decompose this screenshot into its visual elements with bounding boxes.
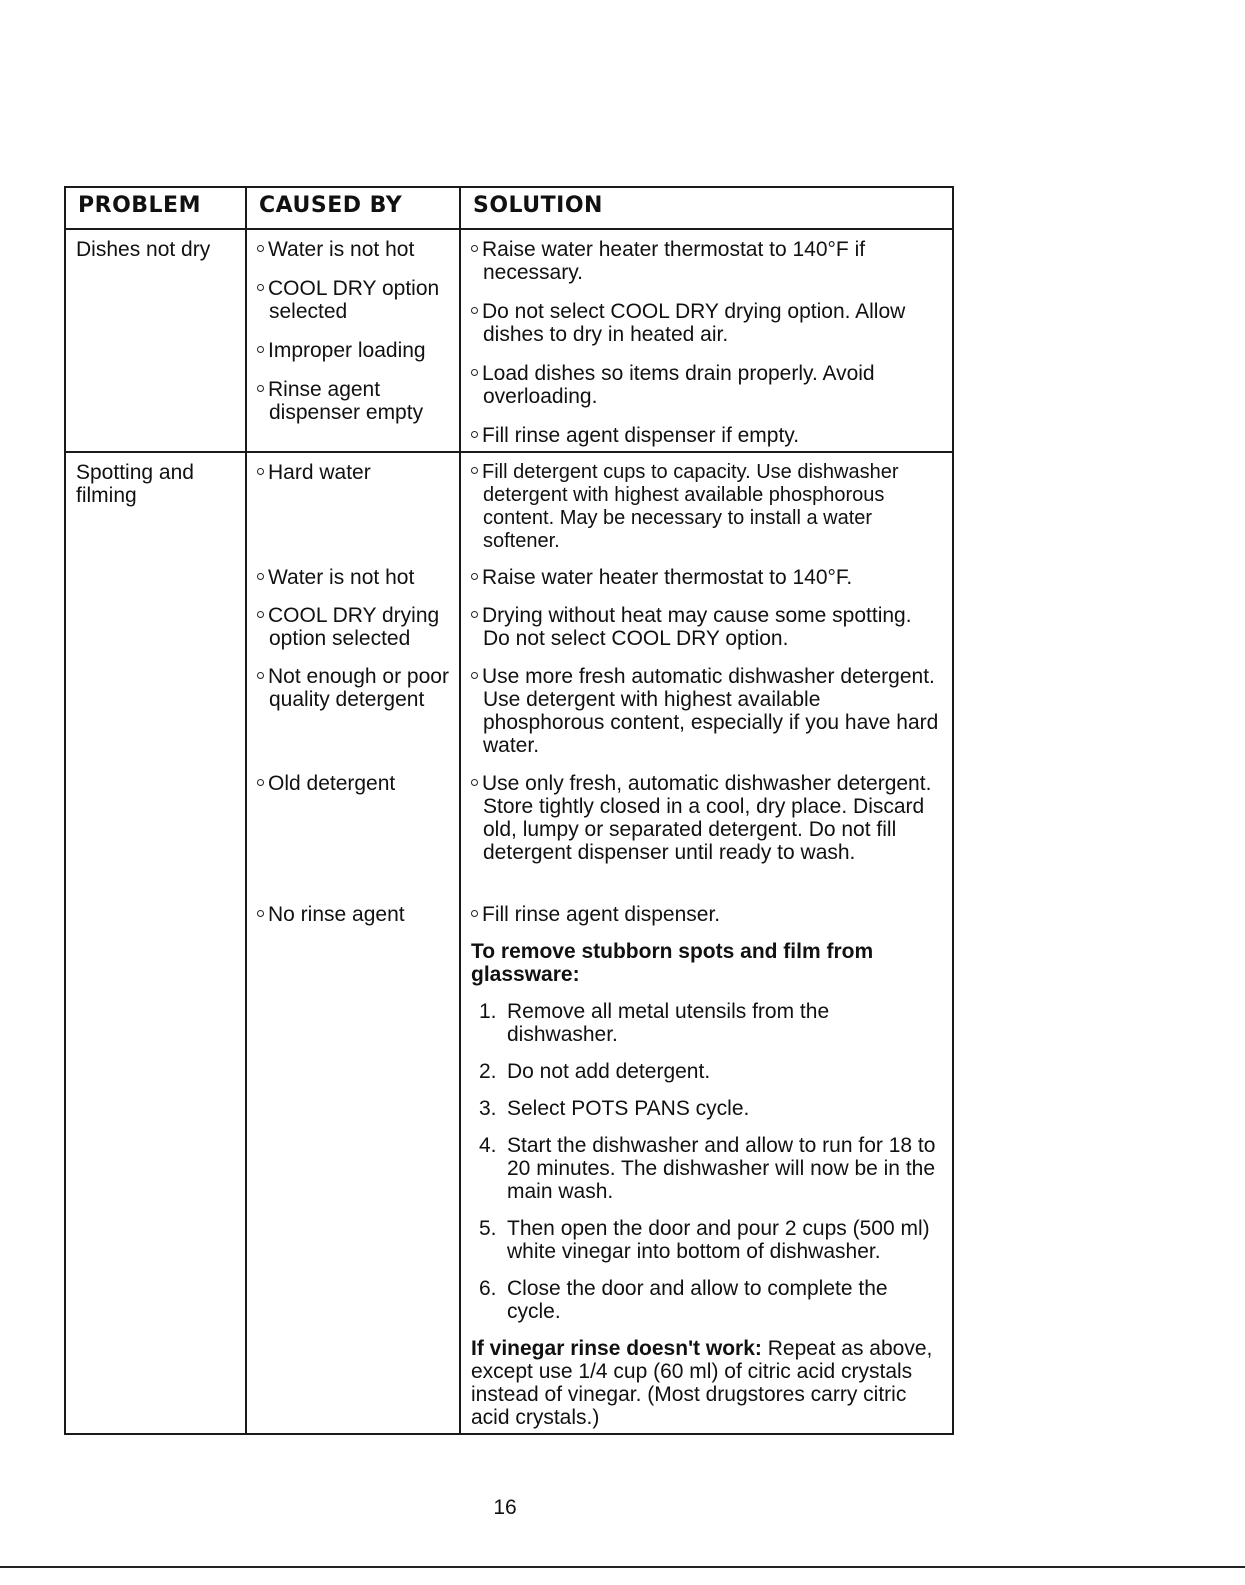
bullet-icon [257,672,264,679]
bullet-icon [471,611,478,618]
table-row [65,229,953,452]
bullet-icon [257,284,264,291]
bullet-icon [471,910,478,917]
solution-item: Use only fresh, automatic dishwasher detergent. Store tightly closed in a cool, dry place. Discard old, lumpy or separated detergent. Do not fill detergent dispenser until ready to wash. [471,772,944,903]
list-item: 2. Do not add detergent. [479,1060,711,1083]
header-solution: SOLUTION [460,187,953,229]
bullet-icon [257,346,264,353]
cause-item: No rinse agent [257,903,451,926]
problem-label: Dishes not dry [76,238,211,261]
bullet-icon [471,369,478,376]
solution-cell [460,229,953,452]
list-item: 5. Then open the door and pour 2 cups (500 ml) white vinegar into bottom of dishwasher. [479,1217,930,1263]
bullet-icon [471,431,478,438]
solution-item: Use more fresh automatic dishwasher detergent. Use detergent with highest available phosphorous content, especially if you have hard water. [471,665,944,772]
table-row [65,452,953,1434]
solution-item: Raise water heater thermostat to 140°F. [471,566,944,604]
solution-item: Fill rinse agent dispenser if empty. [471,424,944,447]
bullet-icon [257,910,264,917]
header-caused-by: CAUSED BY [246,187,460,229]
bullet-icon [257,245,264,252]
bullet-icon [257,611,264,618]
list-item: 1. Remove all metal utensils from the dishwasher. [479,1000,830,1046]
steps-list [471,1000,944,1323]
cause-cell [246,229,460,452]
bullet-icon [471,573,478,580]
list-item: 6. Close the door and allow to complete the cycle. [479,1277,888,1323]
vinegar-note-label: If vinegar rinse doesn't work: [471,1337,762,1360]
bullet-icon [471,307,478,314]
bullet-icon [257,573,264,580]
cause-item: Hard water [257,461,451,566]
problem-label: Spotting and filming [76,461,194,507]
list-item: 3. Select POTS PANS cycle. [479,1097,750,1120]
bullet-icon [257,779,264,786]
solution-item: Do not select COOL DRY drying option. Allow dishes to dry in heated air. [471,300,944,346]
problem-cell [65,452,246,1434]
list-item: 4. Start the dishwasher and allow to run for 18 to 20 minutes. The dishwasher will now be in the main wash. [479,1134,936,1203]
page-number: 16 [493,1496,517,1519]
header-row [65,187,953,229]
problem-cell [65,229,246,452]
bullet-icon [257,385,264,392]
bullet-icon [471,467,478,474]
troubleshooting-table [64,186,954,1435]
cause-item: COOL DRY option selected [257,277,451,323]
cause-item: Old detergent [257,772,451,903]
bullet-icon [471,672,478,679]
vinegar-note-text: Repeat as above, except use 1/4 cup (60 ml) of citric acid crystals instead of vinegar. (Most drugstores carry citric acid crystals.) [471,1337,933,1429]
stubborn-spots-heading: To remove stubborn spots and film from glassware: [471,940,874,986]
bullet-icon [257,468,264,475]
solution-cell [460,452,953,1434]
cause-item: Rinse agent dispenser empty [257,378,451,424]
bullet-icon [471,779,478,786]
cause-item: Water is not hot [257,238,451,261]
vinegar-note [471,1337,944,1429]
cause-item: COOL DRY drying option selected [257,604,451,665]
solution-item: Drying without heat may cause some spotting. Do not select COOL DRY option. [471,604,944,665]
bullet-icon [471,245,478,252]
solution-item: Fill detergent cups to capacity. Use dishwasher detergent with highest available phosphorous content. May be necessary to install a water softener. [471,461,944,566]
troubleshooting-sheet [64,186,952,1435]
solution-item: Raise water heater thermostat to 140°F if necessary. [471,238,944,284]
cause-item: Water is not hot [257,566,451,604]
solution-item: Fill rinse agent dispenser. [471,903,944,926]
header-problem: PROBLEM [65,187,246,229]
bottom-divider [0,1566,1245,1568]
solution-item: Load dishes so items drain properly. Avoid overloading. [471,362,944,408]
cause-cell [246,452,460,1434]
cause-item: Improper loading [257,339,451,362]
cause-item: Not enough or poor quality detergent [257,665,451,772]
